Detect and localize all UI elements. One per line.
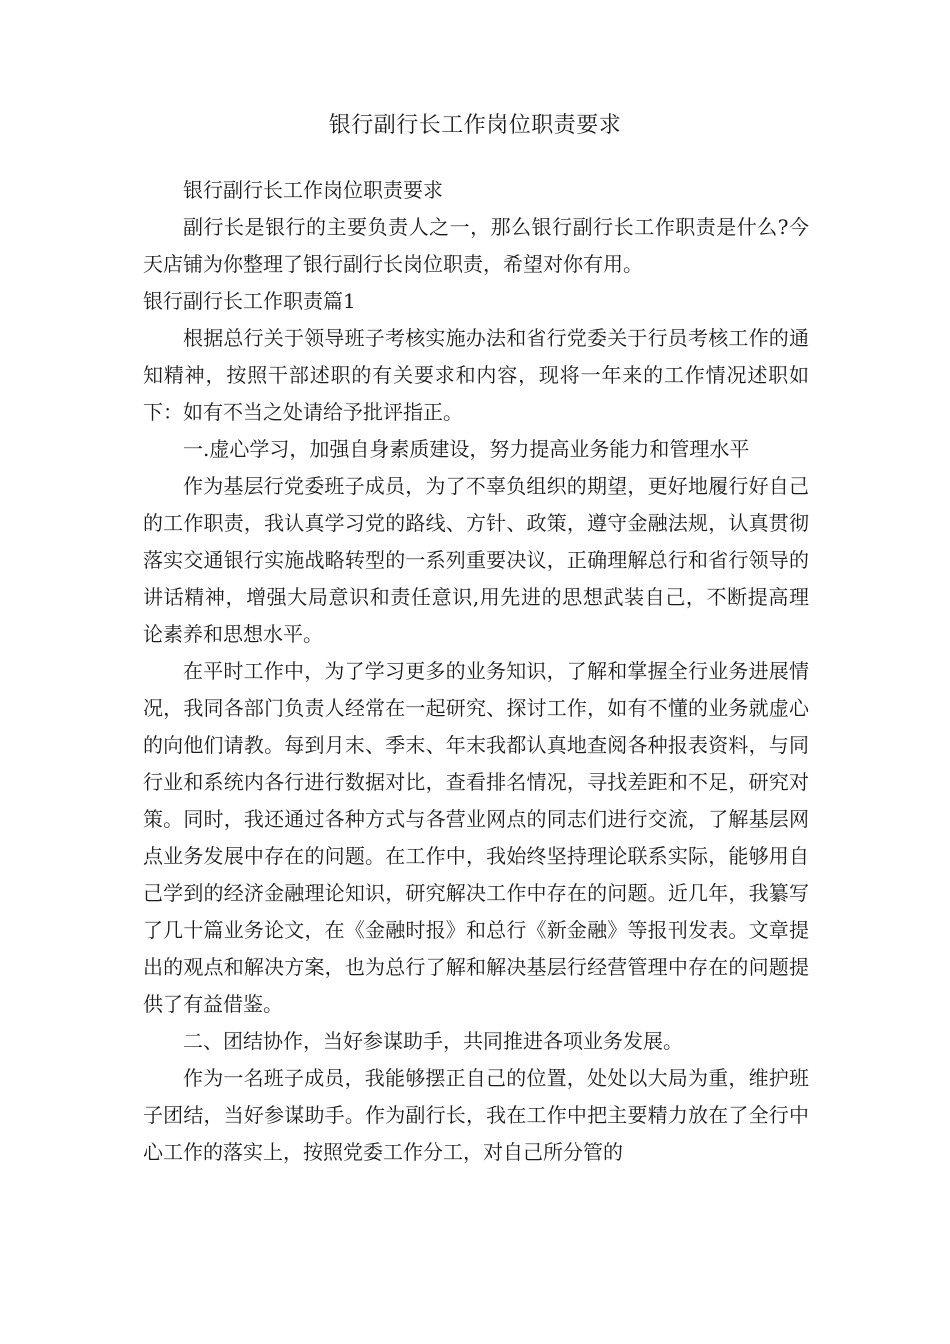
subsection-heading: 二、团结协作，当好参谋助手，共同推进各项业务发展。: [183, 1029, 683, 1053]
document-title: 银行副行长工作岗位职责要求: [328, 113, 622, 138]
subsection-heading: 一.虚心学习，加强自身素质建设，努力提高业务能力和管理水平: [183, 437, 750, 461]
section-heading: 银行副行长工作职责篇1: [143, 289, 356, 313]
paragraph-intro: 副行长是银行的主要负责人之一，那么银行副行长工作职责是什么?今天店铺为你整理了银行副行长岗位职责，希望对你有用。: [143, 215, 809, 276]
paragraph: 在平时工作中，为了学习更多的业务知识，了解和掌握全行业务进展情况，我同各部门负责人经常在一起研究、探讨工作，如有不懂的业务就虚心的向他们请教。每到月末、季末、年末我都认真地查阅各种报表资料，与同行业和系统内各行进行数据对比，查看排名情况，寻找差距和不足，研究对策。同时，我还通过各种方式与各营业网点的同志们进行交流，了解基层网点业务发展中存在的问题。在工作中，我始终坚持理论联系实际，能够用自己学到的经济金融理论知识，研究解决工作中存在的问题。近几年，我纂写了几十篇业务论文，在《金融时报》和总行《新金融》等报刊发表。文章提出的观点和解决方案，也为总行了解和解决基层行经营管理中存在的问题提供了有益借鉴。: [143, 659, 809, 1016]
document-body: [143, 172, 809, 1171]
paragraph: 根据总行关于领导班子考核实施办法和省行党委关于行员考核工作的通知精神，按照干部述职的有关要求和内容，现将一年来的工作情况述职如下：如有不当之处请给予批评指正。: [143, 326, 809, 424]
paragraph-subtitle: 银行副行长工作岗位职责要求: [183, 178, 443, 202]
paragraph: 作为基层行党委班子成员，为了不辜负组织的期望，更好地履行好自己的工作职责，我认真学习党的路线、方针、政策，遵守金融法规，认真贯彻落实交通银行实施战略转型的一系列重要决议，正确理解总行和省行领导的讲话精神，增强大局意识和责任意识,用先进的思想武装自己，不断提高理论素养和思想水平。: [143, 474, 809, 646]
paragraph: 作为一名班子成员，我能够摆正自己的位置，处处以大局为重，维护班子团结，当好参谋助手。作为副行长，我在工作中把主要精力放在了全行中心工作的落实上，按照党委工作分工，对自己所分管的: [143, 1066, 809, 1164]
